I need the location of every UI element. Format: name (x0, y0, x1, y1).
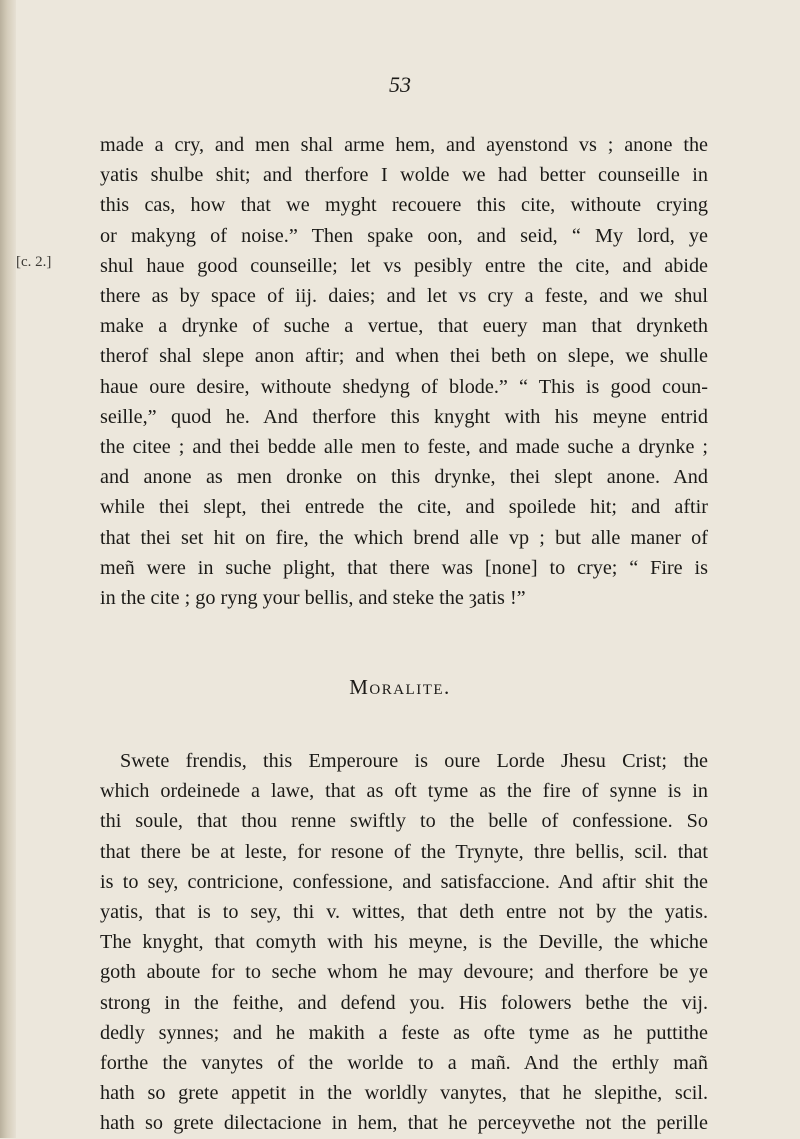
text-line: made a cry, and men shal arme hem, and ayenstond vs ; anone the (100, 134, 708, 156)
text-line: in the cite ; go ryng your bellis, and steke the ȝatis !” (100, 587, 526, 610)
text-line: which ordeinede a lawe, that as oft tyme as the fire of synne is in (100, 780, 708, 803)
text-line: yatis, that is to sey, thi v. wittes, that deth entre not by the yatis. (100, 901, 708, 924)
page-number: 53 (389, 72, 411, 97)
text-line: shul haue good counseille; let vs pesibly entre the cite, and abide (100, 254, 708, 277)
text-line: strong in the feithe, and defend you. His folowers bethe the vij. (100, 991, 708, 1014)
text-line: the citee ; and thei bedde alle men to feste, and made suche a drynke ; (100, 436, 708, 459)
text-line: and anone as men dronke on this drynke, thei slept anone. And (100, 466, 708, 489)
text-line: while thei slept, thei entrede the cite, and spoilede hit; and aftir (100, 496, 708, 519)
text-line: yatis shulbe shit; and therfore I wolde we had better counseille in (100, 164, 708, 187)
text-line: there as by space of iij. daies; and let vs cry a feste, and we shul (100, 285, 708, 308)
text-line: haue oure desire, withoute shedyng of blode.” “ This is good coun- (100, 375, 708, 398)
text-line: goth aboute for to seche whom he may devoure; and therfore be ye (100, 961, 708, 984)
text-line: dedly synnes; and he makith a feste as ofte tyme as he puttithe (100, 1021, 708, 1044)
moralite-text (100, 746, 708, 1139)
tale-text (100, 130, 708, 613)
text-line: thi soule, that thou renne swiftly to the belle of confessione. So (100, 810, 708, 833)
text-line: that thei set hit on fire, the which brend alle vp ; but alle maner of (100, 526, 708, 549)
text-line: Swete frendis, this Emperoure is oure Lorde Jhesu Crist; the (120, 750, 708, 772)
text-line: hath so grete appetit in the worldly vanytes, that he slepithe, scil. (100, 1082, 708, 1105)
text-line: hath so grete dilectacione in hem, that he perceyvethe not the perille (100, 1112, 708, 1135)
text-line: this cas, how that we myght recouere this cite, withoute crying (100, 194, 708, 217)
margin-chapter-note: [c. 2.] (16, 254, 52, 270)
text-line: make a drynke of suche a vertue, that euery man that drynketh (100, 315, 708, 338)
text-line: The knyght, that comyth with his meyne, is the Deville, the whiche (100, 931, 708, 954)
text-line: meñ were in suche plight, that there was [none] to crye; “ Fire is (100, 556, 708, 579)
text-line: forthe the vanytes of the worlde to a mañ. And the erthly mañ (100, 1052, 708, 1075)
text-line: or makyng of noise.” Then spake oon, and seid, “ My lord, ye (100, 224, 708, 247)
text-line: therof shal slepe anon aftir; and when thei beth on slepe, we shulle (100, 345, 708, 368)
text-line: is to sey, contricione, confessione, and satisfaccione. And aftir shit the (100, 870, 708, 893)
text-line: seille,” quod he. And therfore this knyght with his meyne entrid (100, 405, 708, 428)
page-binding-edge (0, 0, 16, 1138)
text-line: that there be at leste, for resone of the Trynyte, thre bellis, scil. that (100, 840, 708, 863)
section-heading: Moralite. (349, 675, 451, 699)
